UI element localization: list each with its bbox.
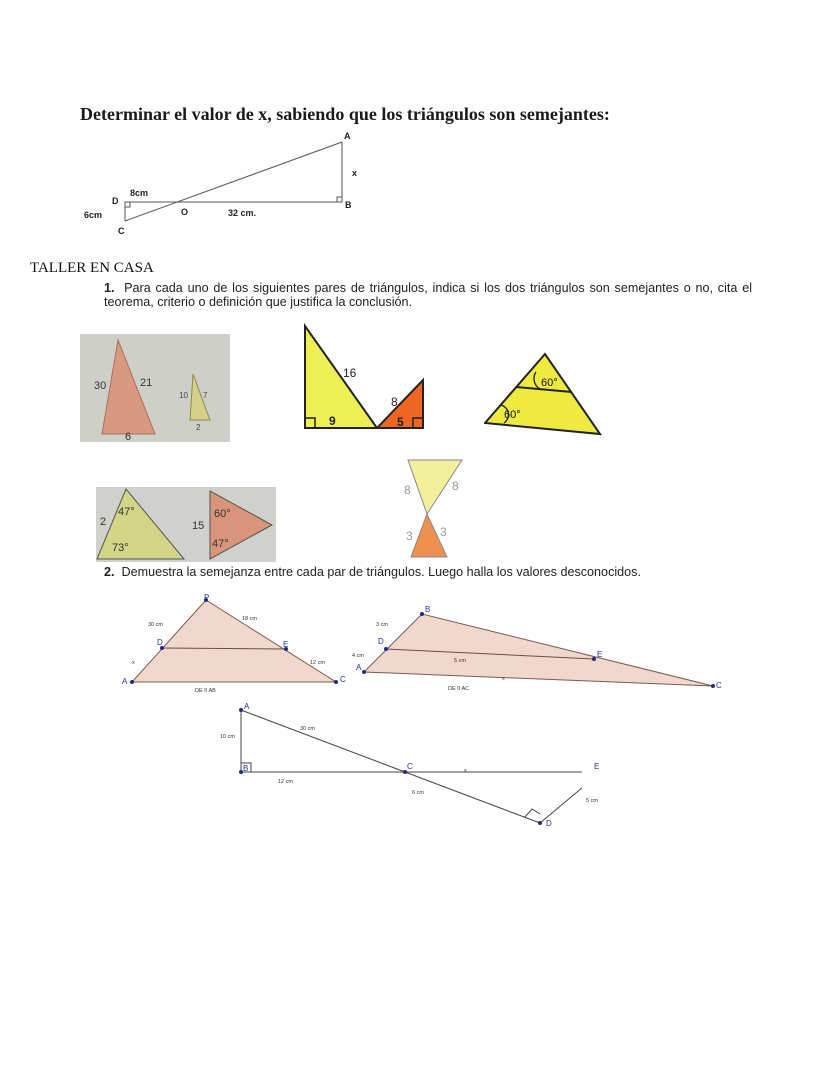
- point-b: [420, 612, 424, 616]
- top-right-side: 8: [452, 479, 459, 493]
- point-a: [362, 670, 366, 674]
- vertex-e: E: [283, 640, 289, 649]
- label-b: B: [345, 200, 352, 210]
- question-1: [104, 281, 752, 309]
- measure-do: 8cm: [130, 188, 149, 198]
- question-1-number: 1.: [104, 281, 115, 295]
- measure-ob: 32 cm.: [228, 208, 257, 218]
- label-de: 5 cm: [454, 658, 466, 664]
- question-1-text: Para cada uno de los siguientes pares de triángulos, indica si los dos triángulos son semejantes o no, cita el teorema, criterio o definición que justifica la conclusión.: [104, 281, 752, 309]
- triangle-figure-3: [212, 700, 582, 830]
- right-bottom-angle: 47°: [212, 538, 229, 550]
- segment-de: [540, 772, 582, 823]
- vertex-e: E: [594, 762, 600, 771]
- vertex-e: E: [597, 650, 603, 659]
- small-base: 5: [397, 415, 404, 429]
- question-2: [104, 566, 732, 579]
- vertex-b: B: [243, 764, 249, 773]
- right-angle-d: [525, 809, 540, 817]
- big-right-side: 21: [140, 377, 153, 389]
- vertex-b: B: [204, 594, 210, 600]
- vertex-d: D: [378, 637, 384, 646]
- label-be: 18 cm: [242, 616, 257, 622]
- section-heading: TALLER EN CASA: [30, 260, 154, 276]
- triangle-figure-3-extras: [582, 755, 616, 805]
- right-top-angle: 60°: [214, 508, 231, 520]
- label-de: 5 cm: [586, 798, 598, 804]
- big-base: 6: [125, 431, 132, 442]
- triangle-pair-e: [396, 456, 476, 561]
- right-side: 15: [192, 520, 205, 532]
- left-bottom-angle: 73°: [112, 542, 129, 554]
- big-hypotenuse: 16: [343, 366, 357, 380]
- big-left-side: 30: [94, 380, 107, 392]
- label-cd: 6 cm: [412, 790, 424, 796]
- label-ce: x: [464, 768, 467, 774]
- segment-ad: [241, 710, 540, 823]
- label-ec: x: [502, 676, 505, 682]
- small-left-side: 10: [179, 391, 188, 400]
- label-ac: 30 cm: [300, 726, 315, 732]
- big-right-triangle: [305, 326, 377, 428]
- point-a: [130, 680, 134, 684]
- figure-similar-triangles-x: [80, 130, 380, 240]
- label-c: C: [118, 226, 125, 236]
- measure-dc: 6cm: [84, 210, 103, 220]
- triangle-figure-1: [120, 594, 355, 696]
- triangle-pair-c: [484, 352, 604, 436]
- small-hypotenuse: 8: [391, 395, 398, 409]
- label-x: x: [352, 168, 358, 178]
- label-da: 4 cm: [352, 653, 364, 659]
- label-o: O: [181, 207, 189, 217]
- question-2-number: 2.: [104, 565, 115, 579]
- label-a: A: [344, 131, 351, 141]
- label-bc: 12 cm: [278, 779, 293, 785]
- vertex-d: D: [546, 819, 552, 828]
- triangle-figure-2: [350, 604, 730, 694]
- label-ad: x: [132, 660, 135, 666]
- label-d: D: [112, 196, 119, 206]
- label-ec: 12 cm: [310, 660, 325, 666]
- point-a: [239, 708, 243, 712]
- outer-triangle: [485, 354, 600, 434]
- vertex-c: C: [407, 762, 413, 771]
- right-angle-d: [125, 202, 130, 207]
- exercise-title: Determinar el valor de x, sabiendo que los triángulos son semejantes:: [80, 104, 610, 124]
- label-ab: 10 cm: [220, 734, 235, 740]
- big-base: 9: [329, 414, 336, 428]
- left-side: 2: [100, 516, 107, 528]
- triangle-pair-a: [80, 334, 230, 442]
- vertex-a: A: [122, 677, 128, 686]
- top-angle: 60°: [541, 377, 558, 389]
- point-c: [711, 684, 715, 688]
- vertex-c: C: [716, 681, 722, 690]
- label-bd: 3 cm: [376, 622, 388, 628]
- vertex-a: A: [244, 702, 250, 711]
- bottom-right-side: 3: [440, 525, 447, 539]
- small-base: 2: [196, 423, 201, 432]
- left-top-angle: 47°: [118, 506, 135, 518]
- bottom-left-side: 3: [406, 529, 413, 543]
- small-right-side: 7: [203, 391, 208, 400]
- point-d: [538, 821, 542, 825]
- triangle-pair-d: [96, 487, 276, 562]
- label-bd: 30 cm: [148, 622, 163, 628]
- vertex-b: B: [425, 605, 431, 614]
- question-2-text: Demuestra la semejanza entre cada par de triángulos. Luego halla los valores desconocidos.: [121, 565, 641, 579]
- vertex-c: C: [340, 675, 346, 684]
- note-parallel: DE II AC: [448, 686, 470, 692]
- point-d: [384, 647, 388, 651]
- bottom-angle: 60°: [504, 409, 521, 421]
- triangle-pair-b: [295, 322, 430, 434]
- point-e: [592, 657, 596, 661]
- note-parallel: DE II AB: [195, 688, 216, 694]
- vertex-d: D: [157, 638, 163, 647]
- top-left-side: 8: [404, 483, 411, 497]
- right-angle-b: [337, 197, 342, 202]
- point-c: [334, 680, 338, 684]
- vertex-a: A: [356, 663, 362, 672]
